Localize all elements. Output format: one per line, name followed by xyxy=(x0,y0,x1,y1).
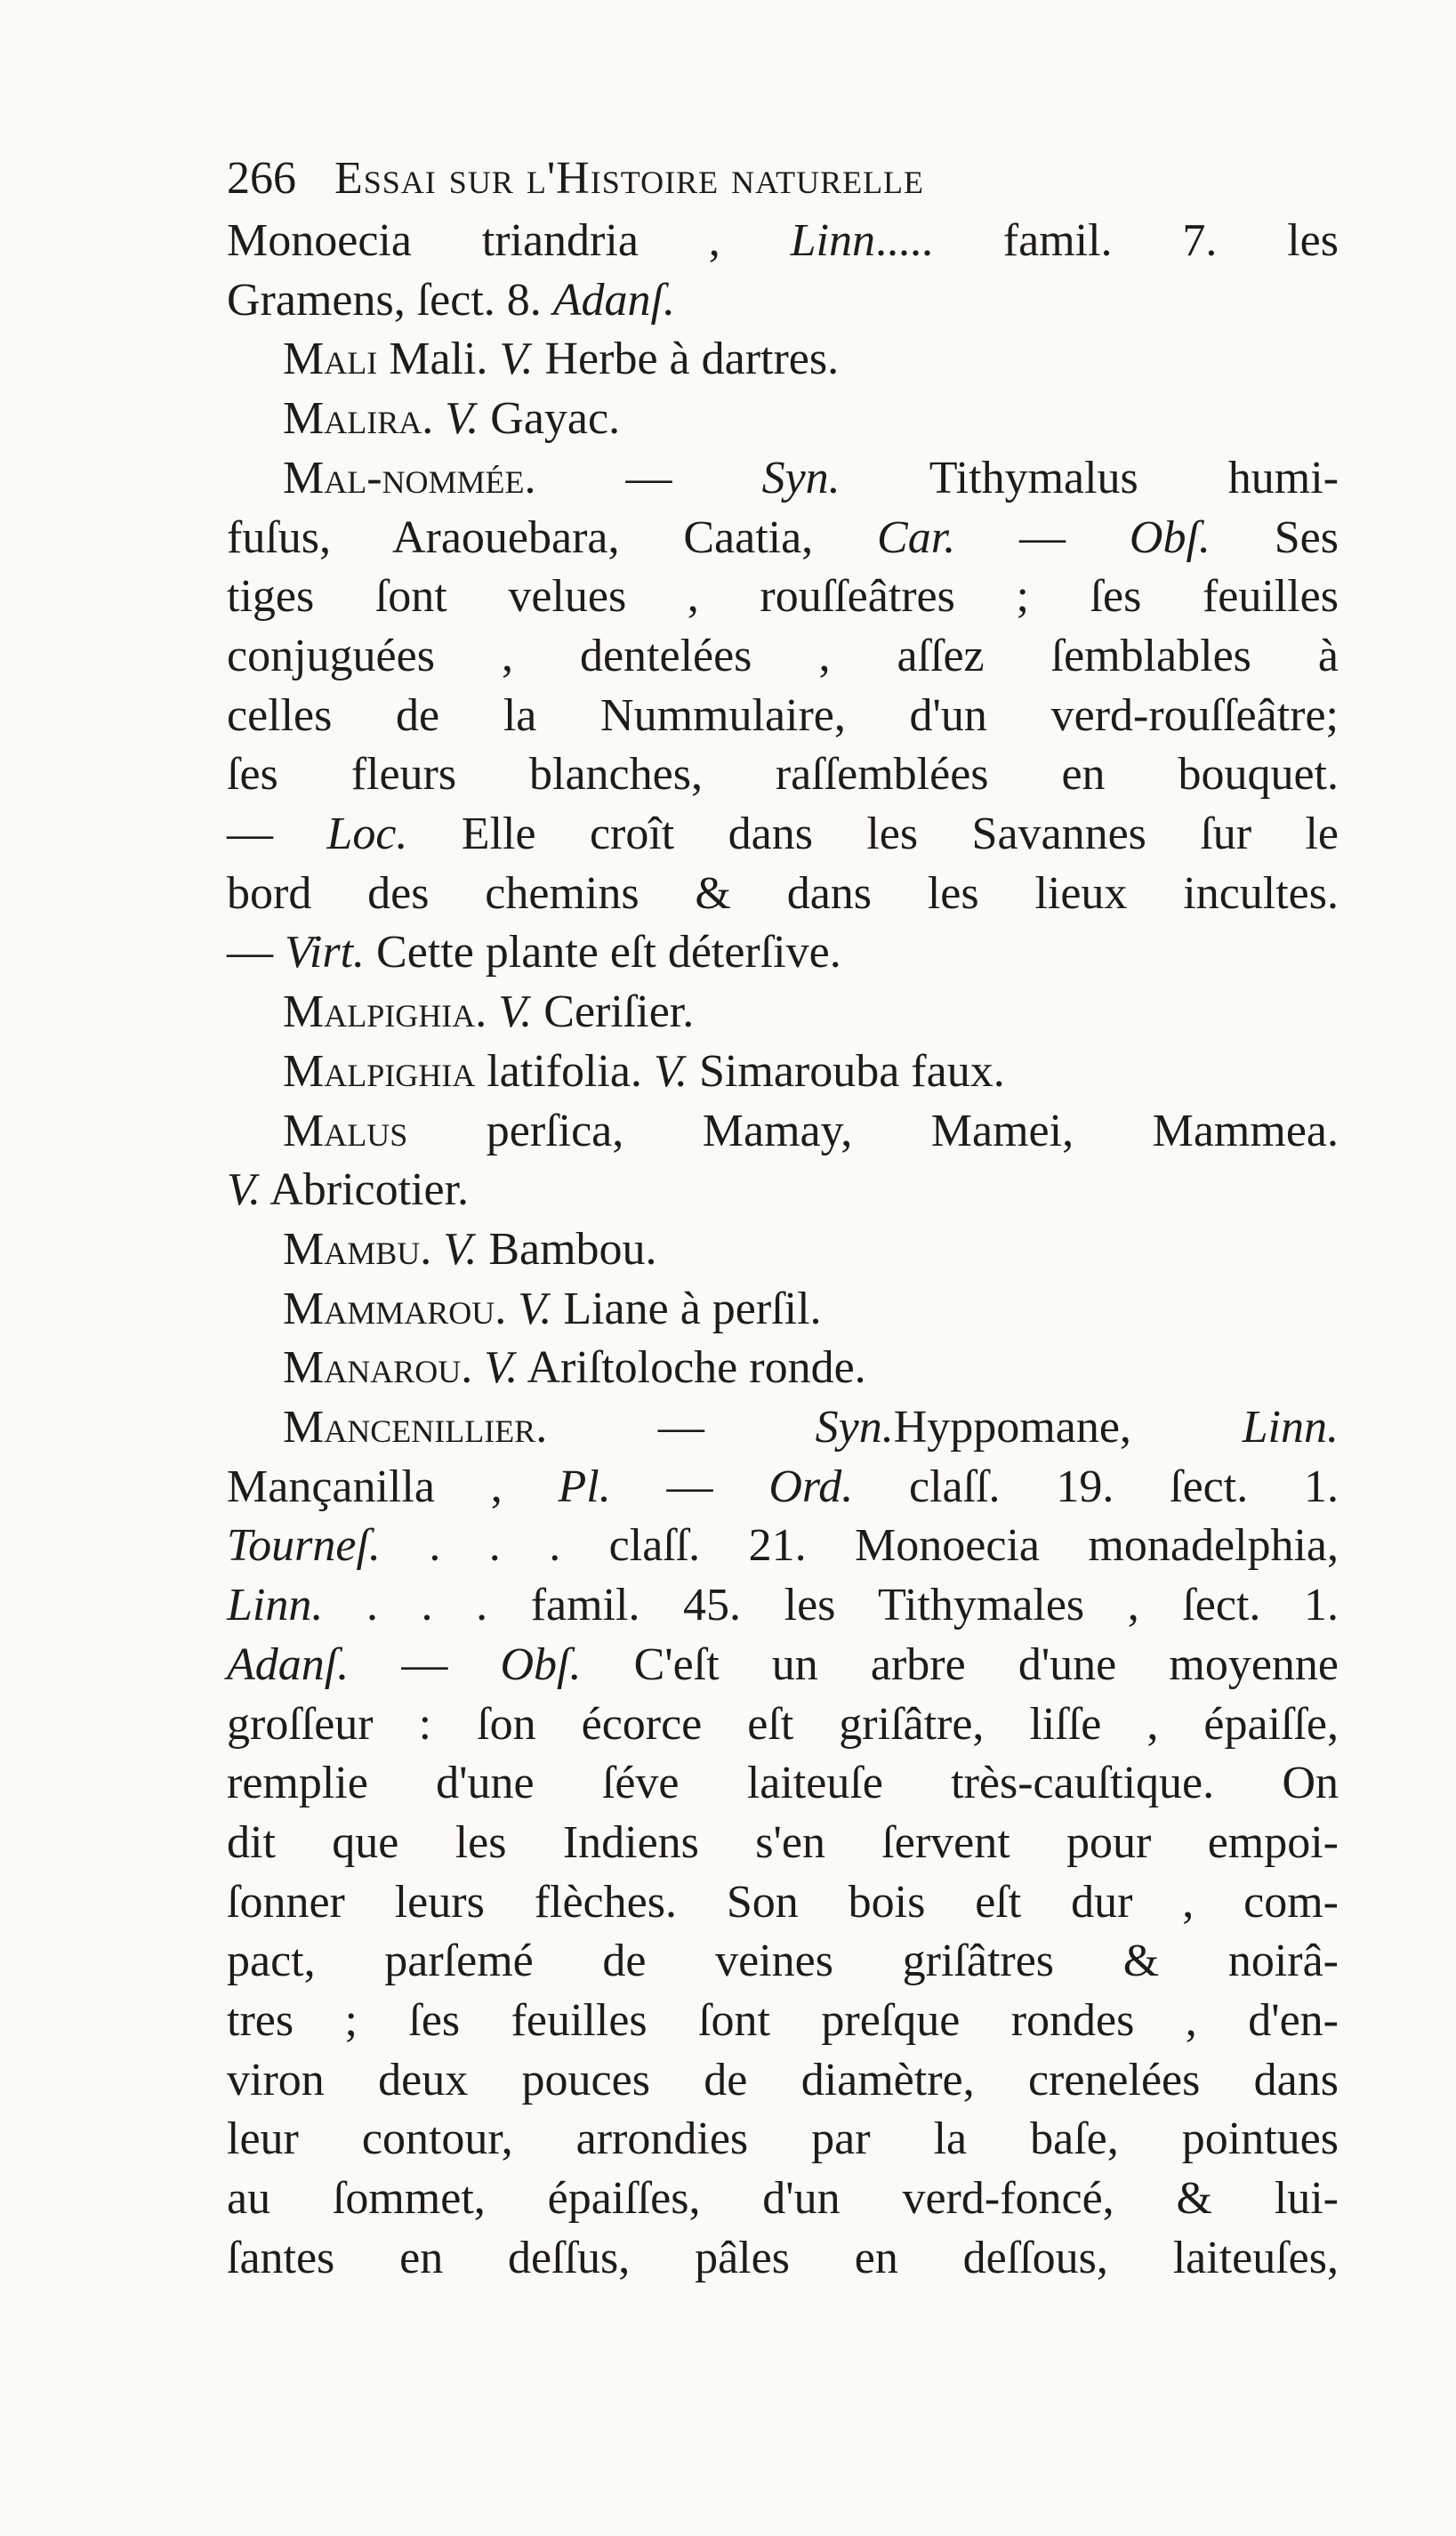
text-line xyxy=(227,1872,1339,1932)
text-segment: tiges ſont velues , rouſſeâtres ; ſes feuilles xyxy=(227,571,1339,623)
text-line xyxy=(227,922,1339,982)
text-line xyxy=(283,448,1339,508)
text-line xyxy=(227,1931,1339,1991)
text-line xyxy=(227,1991,1339,2050)
text-line xyxy=(227,1753,1339,1813)
text-segment: remplie d'une ſéve laiteuſe très-cauſtique. On xyxy=(227,1758,1339,1809)
entry-heading: Malpighia xyxy=(283,1045,476,1097)
italic-abbreviation: Pl. xyxy=(558,1461,611,1512)
text-segment: leur contour, arrondies par la baſe, pointues xyxy=(227,2113,1339,2165)
italic-abbreviation: V. xyxy=(499,334,534,385)
text-segment: ..... famil. 7. les xyxy=(874,215,1339,266)
text-segment: Liane à perſil. xyxy=(551,1283,822,1334)
text-segment: bord des chemins & dans les lieux incultes. xyxy=(227,867,1339,919)
text-line xyxy=(227,804,1339,864)
running-header xyxy=(227,148,924,210)
text-segment: perſica, Mamay, Mamei, Mammea. xyxy=(407,1105,1339,1156)
text-line xyxy=(283,1042,1339,1101)
text-segment: . xyxy=(461,1342,485,1394)
text-segment: Abricotier. xyxy=(261,1164,470,1216)
text-segment: Ses xyxy=(1210,511,1339,563)
text-segment: Gayac. xyxy=(479,393,621,445)
text-segment: Mançanilla , xyxy=(227,1461,559,1512)
text-line xyxy=(227,1695,1339,1754)
text-segment: celles de la Nummulaire, d'un verd-rouſſeâtre; xyxy=(227,689,1339,741)
text-line xyxy=(283,1397,1339,1457)
entry-heading: Mancenillier xyxy=(283,1402,536,1453)
text-line xyxy=(227,1457,1339,1517)
page-number: 266 xyxy=(227,153,296,204)
text-segment: au ſommet, épaiſſes, d'un verd-foncé, & lui- xyxy=(227,2173,1339,2225)
entry-heading: Malira xyxy=(283,393,422,445)
text-segment: Cette plante eſt déterſive. xyxy=(365,927,841,978)
text-segment: Monoecia triandria , xyxy=(227,215,791,266)
text-line xyxy=(227,864,1339,923)
text-line xyxy=(283,1279,1339,1339)
italic-abbreviation: Syn. xyxy=(815,1402,894,1453)
text-segment: Simarouba faux. xyxy=(688,1045,1005,1097)
text-segment: Tithymalus humi- xyxy=(840,452,1339,503)
text-segment: ſonner leurs flèches. Son bois eſt dur , com- xyxy=(227,1876,1339,1928)
text-line xyxy=(227,1575,1339,1635)
text-line xyxy=(227,567,1339,626)
italic-abbreviation: Obſ. xyxy=(1129,511,1211,563)
text-line xyxy=(227,2050,1339,2110)
italic-abbreviation: Ord. xyxy=(768,1461,854,1512)
text-line xyxy=(283,1338,1339,1397)
italic-abbreviation: V. xyxy=(518,1283,552,1334)
text-line xyxy=(283,1101,1339,1161)
text-segment: groſſeur : ſon écorce eſt griſâtre, liſſe , épaiſſe, xyxy=(227,1698,1339,1750)
italic-abbreviation: Linn xyxy=(790,215,875,266)
italic-abbreviation: Linn. xyxy=(1242,1402,1339,1453)
italic-abbreviation: Adanſ. xyxy=(227,1638,350,1690)
italic-abbreviation: Virt. xyxy=(285,927,366,978)
italic-abbreviation: Syn. xyxy=(761,452,841,503)
text-segment: — xyxy=(610,1461,769,1512)
text-segment: . — xyxy=(535,1402,816,1453)
italic-abbreviation: Tourneſ. xyxy=(227,1520,381,1572)
italic-abbreviation: V. xyxy=(445,393,479,445)
text-segment: Mali. xyxy=(377,334,500,385)
text-line xyxy=(283,1220,1339,1279)
text-segment: ſes fleurs blanches, raſſemblées en bouquet. xyxy=(227,749,1339,801)
text-segment: . xyxy=(475,986,499,1038)
entry-heading: Mali xyxy=(283,334,378,385)
text-line xyxy=(227,270,1339,330)
text-segment: dit que les Indiens s'en ſervent pour empoi- xyxy=(227,1816,1339,1868)
text-line xyxy=(227,1813,1339,1872)
text-segment: tres ; ſes feuilles ſont preſque rondes , d'en- xyxy=(227,1995,1339,2046)
entry-heading: Mambu xyxy=(283,1223,421,1275)
text-line xyxy=(227,211,1339,270)
text-line xyxy=(283,329,1339,389)
italic-abbreviation: V. xyxy=(227,1164,261,1216)
text-segment: viron deux pouces de diamètre, crenelées dans xyxy=(227,2054,1339,2105)
italic-abbreviation: V. xyxy=(484,1342,519,1394)
text-line xyxy=(227,1635,1339,1695)
text-segment: . . . famil. 45. les Tithymales , ſect. 1. xyxy=(323,1580,1339,1631)
italic-abbreviation: V. xyxy=(653,1045,688,1097)
text-line xyxy=(227,2228,1339,2288)
text-segment: — xyxy=(227,809,327,859)
italic-abbreviation: Linn. xyxy=(227,1580,324,1631)
text-segment: conjuguées , dentelées , aſſez ſemblables à xyxy=(227,630,1339,681)
text-segment: claſſ. 19. ſect. 1. xyxy=(853,1461,1339,1512)
text-segment: Elle croît dans les Savannes ſur le xyxy=(407,809,1339,859)
text-segment: Bambou. xyxy=(477,1223,657,1275)
text-line xyxy=(227,1516,1339,1575)
text-segment: C'eſt un arbre d'une moyenne xyxy=(581,1638,1339,1690)
text-line xyxy=(283,389,1339,448)
text-segment: — xyxy=(349,1638,501,1690)
entry-heading: Mal-nommée xyxy=(283,452,525,503)
italic-abbreviation: Loc. xyxy=(326,809,408,859)
entry-heading: Manarou xyxy=(283,1342,462,1394)
text-line xyxy=(227,2109,1339,2169)
italic-abbreviation: V. xyxy=(498,986,533,1038)
text-segment: Gramens, ſect. 8. xyxy=(227,274,553,326)
running-title: Essai sur l'Histoire naturelle xyxy=(334,153,925,204)
text-segment: . . . claſſ. 21. Monoecia monadelphia, xyxy=(380,1520,1339,1572)
text-segment: pact, parſemé de veines griſâtres & noirâ- xyxy=(227,1936,1339,1987)
italic-abbreviation: Obſ. xyxy=(500,1638,582,1690)
text-segment: . xyxy=(495,1283,519,1334)
text-segment: Ceriſier. xyxy=(532,986,695,1038)
italic-abbreviation: V. xyxy=(443,1223,478,1275)
text-line xyxy=(227,1160,1339,1220)
text-line xyxy=(227,745,1339,804)
text-segment: . — xyxy=(524,452,762,503)
text-segment: latifolia. xyxy=(475,1045,654,1097)
text-segment: — xyxy=(227,927,285,978)
text-segment: . xyxy=(422,393,446,445)
entry-heading: Malpighia xyxy=(283,986,476,1038)
text-line xyxy=(227,626,1339,686)
entry-heading: Mammarou xyxy=(283,1283,495,1334)
entry-heading: Malus xyxy=(283,1105,408,1156)
text-segment: . xyxy=(420,1223,444,1275)
text-segment: Hyppomane, xyxy=(893,1402,1243,1453)
text-line xyxy=(227,508,1339,568)
text-segment: ſantes en deſſus, pâles en deſſous, laiteuſes, xyxy=(227,2232,1339,2283)
text-line xyxy=(227,2169,1339,2228)
text-segment: fuſus, Araouebara, Caatia, xyxy=(227,511,878,563)
italic-abbreviation: Adanſ. xyxy=(552,274,675,326)
italic-abbreviation: Car. xyxy=(877,511,956,563)
text-segment: — xyxy=(955,511,1130,563)
text-line xyxy=(227,686,1339,745)
text-segment: Ariſtoloche ronde. xyxy=(518,1342,866,1394)
text-segment: Herbe à dartres. xyxy=(533,334,840,385)
text-line xyxy=(283,982,1339,1042)
